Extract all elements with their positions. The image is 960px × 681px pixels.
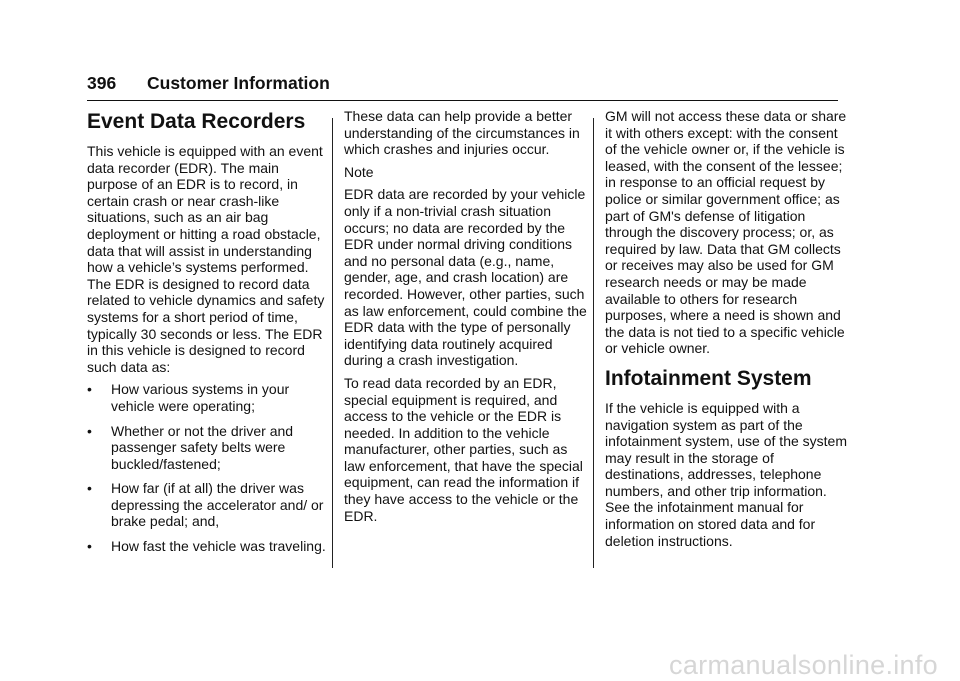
paragraph: To read data recorded by an EDR, special equipment is required, and access to the vehicle or the EDR is needed. In addition to the vehicle manufacturer, other parties, such as law enforcement, that have the special equipment, can read the information if they have access to the vehicle or the EDR. bbox=[344, 374, 583, 524]
infotainment-system-title: Infotainment System bbox=[605, 366, 812, 390]
bullet-icon: • bbox=[87, 422, 92, 439]
watermark: carmanualsonline.info bbox=[669, 650, 938, 680]
column-divider bbox=[593, 118, 594, 568]
paragraph: These data can help provide a better understanding of the circumstances in which crashes and injuries occur. bbox=[344, 108, 580, 158]
column-3 bbox=[605, 108, 848, 555]
column-2 bbox=[344, 108, 587, 530]
note-paragraph: EDR data are recorded by your vehicle only if a non-trivial crash situation occurs; no data are recorded by the EDR under normal driving conditions and no personal data (e.g., name, gender, age, and crash location) are recorded. However, other parties, such as law enforcement, could combine the EDR data with the type of personally identifying data routinely acquired during a crash investigation. bbox=[344, 186, 587, 369]
edr-data-list bbox=[87, 381, 330, 554]
list-item-text: Whether or not the driver and passenger safety belts were buckled/fastened; bbox=[111, 422, 294, 472]
page-number: 396 bbox=[87, 73, 117, 93]
event-data-recorders-title: Event Data Recorders bbox=[87, 110, 306, 133]
bullet-icon: • bbox=[87, 381, 92, 398]
bullet-icon: • bbox=[87, 480, 92, 497]
paragraph: GM will not access these data or share it with others except: with the consent of the vehicle owner or, if the vehicle is leased, with the consent of the lessee; in response to an official request by police or similar government office; as part of GM's defense of litigation through the discovery process; or, as required by law. Data that GM collects or receives may also be used for GM research needs or may be made available to others for research purposes, where a need is shown and the data is not tied to a specific vehicle or vehicle owner. bbox=[605, 108, 847, 357]
list-item bbox=[87, 480, 330, 530]
list-item-text: How various systems in your vehicle were operating; bbox=[111, 381, 290, 414]
edr-intro-paragraph: This vehicle is equipped with an event data recorder (EDR). The main purpose of an EDR is to record, in certain crash or near crash-like situations, such as an air bag deployment or hitting a road obstacle, data that will assist in understanding how a vehicle’s systems performed. The EDR is designed to record data related to vehicle dynamics and safety systems for a short period of time, typically 30 seconds or less. The EDR in this vehicle is designed to record such data as: bbox=[87, 143, 325, 375]
list-item-text: How fast the vehicle was traveling. bbox=[111, 538, 326, 555]
list-item-text: How far (if at all) the driver was depressing the accelerator and/ or brake pedal; and, bbox=[111, 480, 324, 530]
paragraph: If the vehicle is equipped with a navigation system as part of the infotainment system, use of the system may result in the storage of destinations, addresses, telephone numbers, and other trip information. See the infotainment manual for information on stored data and for deletion instructions. bbox=[605, 399, 847, 549]
page-header bbox=[87, 70, 838, 101]
list-item bbox=[87, 381, 330, 414]
column-1 bbox=[87, 108, 330, 563]
list-item bbox=[87, 538, 330, 555]
note-label: Note bbox=[344, 163, 374, 180]
column-divider bbox=[332, 118, 333, 568]
bullet-icon: • bbox=[87, 538, 92, 555]
section-heading: Customer Information bbox=[147, 73, 330, 93]
list-item bbox=[87, 423, 330, 473]
